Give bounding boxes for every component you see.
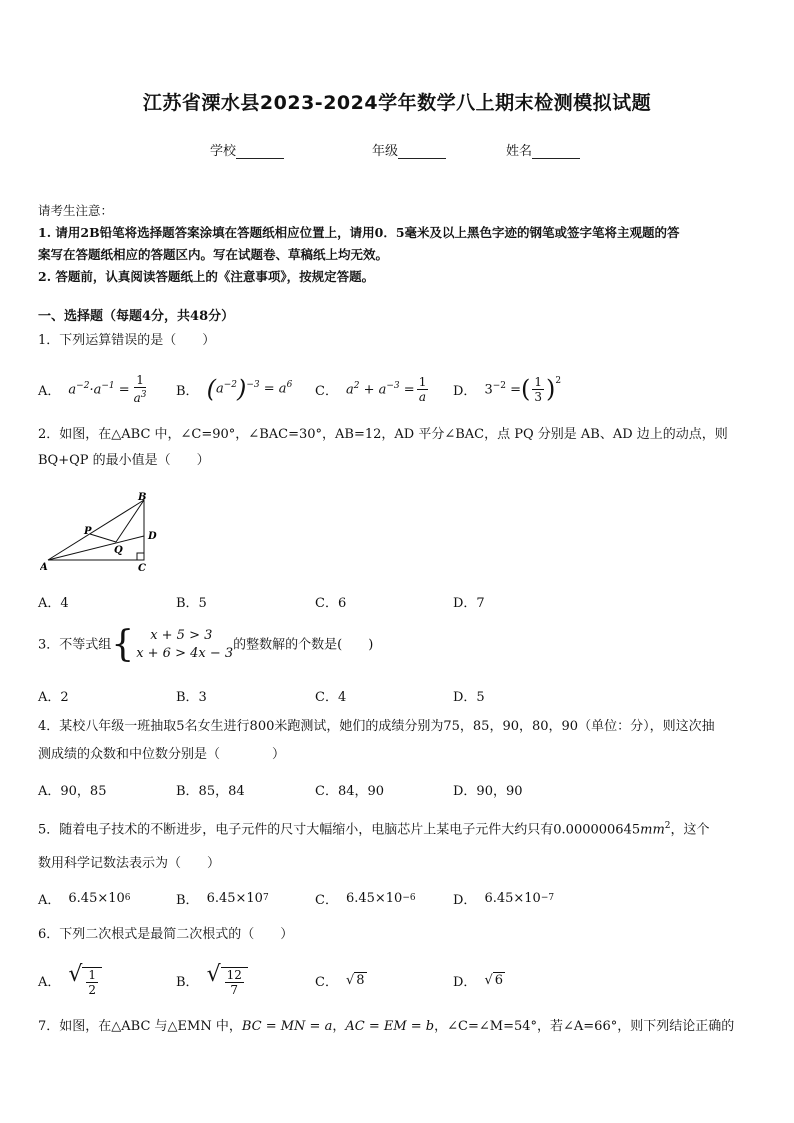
q6-option-d[interactable]: D． √ 6 xyxy=(453,972,504,990)
question-6-options xyxy=(38,960,758,1000)
inequality-system: { x + 5 > 3 x + 6 > 4x − 3 xyxy=(111,624,234,665)
question-1-stem: 1．下列运算错误的是（ ） xyxy=(38,333,216,348)
question-2-stem: 2．如图，在△ABC 中，∠C=90°，∠BAC=30°，AB=12，AD 平分∠BAC，点 PQ 分别是 AB、AD 边上的动点，则 BQ+QP 的最小值是（ ） xyxy=(38,427,728,468)
q5-option-d[interactable]: D． 6.45×10 −7 xyxy=(453,890,555,908)
q6-option-b[interactable]: B． √ $\frac{12}{7}$ xyxy=(176,960,248,1000)
label-Q: Q xyxy=(114,545,123,556)
q5-option-c[interactable]: C． 6.45×10 −6 xyxy=(315,890,416,908)
question-3-stem: 3．不等式组 { x + 5 > 3 x + 6 > 4x − 3 的整数解的个数是( ) xyxy=(38,624,374,665)
notice-heading: 请考生注意： xyxy=(38,203,114,218)
q2-option-a[interactable]: A．4 xyxy=(38,595,69,611)
section-heading: 一、选择题（每题4分，共48分） xyxy=(38,309,235,324)
label-A: A xyxy=(40,562,48,573)
q4-option-c[interactable]: C．84，90 xyxy=(315,783,385,799)
question-2-options xyxy=(38,581,758,621)
q1-option-d[interactable]: D． $3^{-2}$ = ( $\frac{1}{3}$ ) $^2$ xyxy=(453,374,562,404)
question-4-stem: 4．某校八年级一班抽取5名女生进行800米跑测试，她们的成绩分别为75，85，90，80，90（单位：分），则这次抽 测成绩的众数和中位数分别是（ ） xyxy=(38,719,715,762)
q4-option-b[interactable]: B．85，84 xyxy=(176,783,245,799)
q2-option-d[interactable]: D．7 xyxy=(453,595,485,611)
triangle-figure xyxy=(40,488,170,574)
q4-option-d[interactable]: D．90，90 xyxy=(453,783,523,799)
q1-option-b[interactable]: B． $(a^{-2})^{-3} = a^6$ xyxy=(176,375,293,403)
name-field[interactable]: 姓名 xyxy=(506,140,580,159)
school-field[interactable]: 学校 xyxy=(210,140,284,159)
q3-option-c[interactable]: C．4 xyxy=(315,689,347,705)
q6-option-c[interactable]: C． √ 8 xyxy=(315,972,365,990)
question-5-stem: 5．随着电子技术的不断进步，电子元件的尺寸大幅缩小，电脑芯片上某电子元件大约只有$0.000000645mm^2$，这个 数用科学记数法表示为（ ） xyxy=(38,821,710,872)
label-B: B xyxy=(138,492,147,503)
q2-option-b[interactable]: B．5 xyxy=(176,595,207,611)
q4-option-a[interactable]: A．90，85 xyxy=(38,783,107,799)
question-4-options xyxy=(38,769,758,809)
label-P: P xyxy=(84,526,92,537)
q3-option-b[interactable]: B．3 xyxy=(176,689,207,705)
q6-option-a[interactable]: A． √ $\frac{1}{2}$ xyxy=(38,960,102,1000)
page-title: 江苏省溧水县2023-2024学年数学八上期末检测模拟试题 xyxy=(142,92,652,114)
question-3-options xyxy=(38,675,758,715)
notice-line-2: 案写在答题纸相应的答题区内。写在试题卷、草稿纸上均无效。 xyxy=(38,247,389,262)
notice-block xyxy=(38,200,762,288)
question-5-options xyxy=(38,878,758,918)
q3-option-a[interactable]: A．2 xyxy=(38,689,69,705)
q1-option-a[interactable]: A． $a^{-2}\cdot a^{-1}$ = $\frac{1}{a^3}$ xyxy=(38,373,147,405)
q5-option-b[interactable]: B． 6.45×10 7 xyxy=(176,890,269,908)
notice-line-1: 1. 请用2B铅笔将选择题答案涂填在答题纸相应位置上，请用0．5毫米及以上黑色字迹的钢笔或签字笔将主观题的答 xyxy=(38,225,680,240)
q2-option-c[interactable]: C．6 xyxy=(315,595,347,611)
q5-option-a[interactable]: A． 6.45×10 6 xyxy=(38,890,131,908)
q1-option-c[interactable]: C． $a^2 + a^{-3}$ = $\frac{1}{a}$ xyxy=(315,374,427,404)
question-6-stem: 6．下列二次根式是最简二次根式的（ ） xyxy=(38,927,294,942)
grade-field[interactable]: 年级 xyxy=(372,140,446,159)
label-D: D xyxy=(148,531,157,542)
q3-option-d[interactable]: D．5 xyxy=(453,689,485,705)
question-7-stem: 7．如图，在△ABC 与△EMN 中，BC = MN = a，AC = EM = b，∠C=∠M=54°，若∠A=66°，则下列结论正确的 xyxy=(38,1019,735,1034)
notice-line-3: 2. 答题前，认真阅读答题纸上的《注意事项》，按规定答题。 xyxy=(38,269,375,284)
label-C: C xyxy=(138,563,146,574)
question-1-options xyxy=(38,369,758,409)
